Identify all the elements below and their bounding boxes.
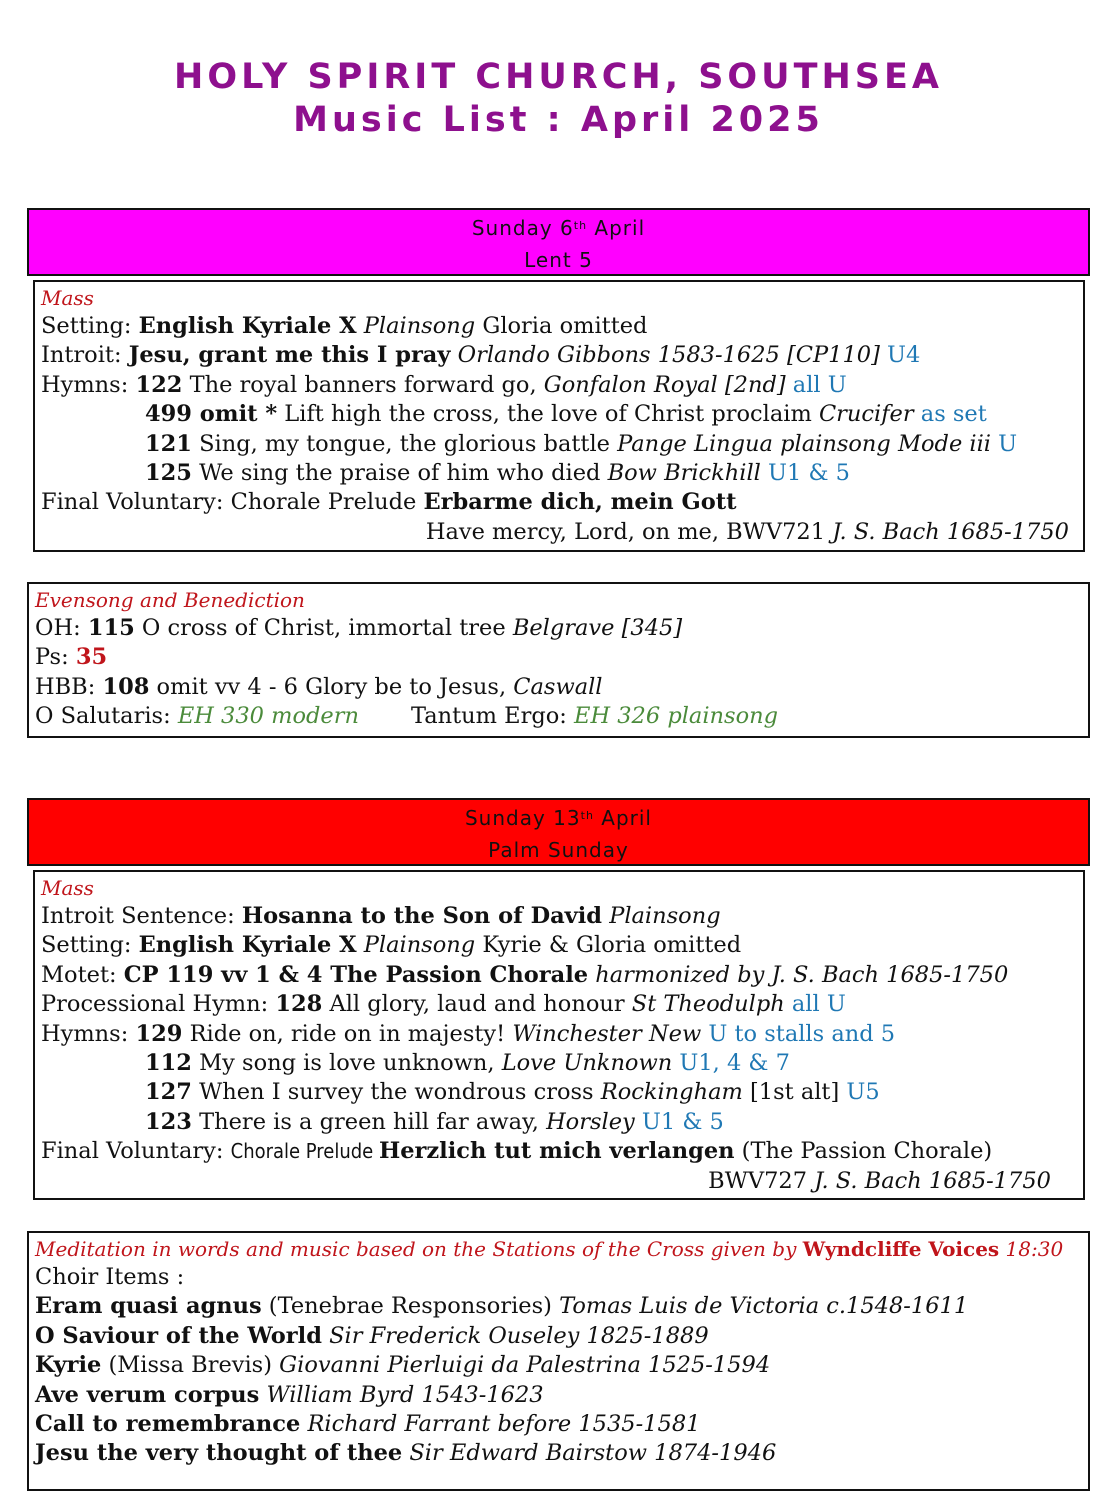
band-occasion: Lent 5 <box>524 248 593 272</box>
choir-item: Call to remembrance Richard Farrant before 1535-1581 <box>35 1411 701 1438</box>
hymn-line: 499 omit * Lift high the cross, the love of Christ proclaim Crucifer as set <box>145 401 987 428</box>
choir-item: O Saviour of the World Sir Frederick Ouseley 1825-1889 <box>35 1322 709 1349</box>
choir-item: Eram quasi agnus (Tenebrae Responsories) Tomas Luis de Victoria c.1548-1611 <box>35 1293 969 1320</box>
office-hymn-line: OH: 115 O cross of Christ, immortal tree Belgrave [345] <box>35 615 683 641</box>
choir-item: Kyrie (Missa Brevis) Giovanni Pierluigi da Palestrina 1525-1594 <box>35 1352 771 1379</box>
hbb-line: HBB: 108 omit vv 4 - 6 Glory be to Jesus, Caswall <box>35 673 603 700</box>
processional-line: Processional Hymn: 128 All glory, laud and honour St Theodulph all U <box>41 991 846 1018</box>
hymn-line: 123 There is a green hill far away, Horsley U1 & 5 <box>145 1108 724 1135</box>
sunday-13-april-band <box>27 798 1090 866</box>
church-title: HOLY SPIRIT CHURCH, SOUTHSEA <box>174 57 943 97</box>
band-date: Sunday 13th April <box>464 806 652 830</box>
choir-item: Ave verum corpus William Byrd 1543-1623 <box>35 1381 544 1408</box>
hymn-line: Hymns: 122 The royal banners forward go, Gonfalon Royal [2nd] all U <box>41 371 847 398</box>
hymn-line: Hymns: 129 Ride on, ride on in majesty! Winchester New U to stalls and 5 <box>41 1020 896 1047</box>
introit-line: Introit Sentence: Hosanna to the Son of David Plainsong <box>41 903 721 929</box>
evensong-box <box>27 582 1090 738</box>
final-voluntary-detail: Have mercy, Lord, on me, BWV721 J. S. Bach 1685-1750 <box>425 518 1069 545</box>
section-heading-mass: Mass <box>41 286 94 310</box>
band-date: Sunday 6th April <box>471 216 646 240</box>
benediction-line: O Salutaris: EH 330 modern Tantum Ergo: EH 326 plainsong <box>35 703 779 730</box>
final-voluntary-line: Final Voluntary: Chorale Prelude Erbarme dich, mein Gott <box>41 489 737 516</box>
motet-line: Motet: CP 119 vv 1 & 4 The Passion Chorale harmonized by J. S. Bach 1685-1750 <box>41 961 1009 988</box>
final-voluntary-line: Final Voluntary: Chorale Prelude Herzlich tut mich verlangen (The Passion Chorale) <box>41 1138 993 1165</box>
setting-line: Setting: English Kyriale X Plainsong Gloria omitted <box>41 313 648 339</box>
music-list-title: Music List : April 2025 <box>293 100 824 140</box>
choir-item: Jesu the very thought of thee Sir Edward Bairstow 1874-1946 <box>35 1440 777 1467</box>
hymn-line: 125 We sing the praise of him who died Bow Brickhill U1 & 5 <box>145 460 850 487</box>
introit-line: Introit: Jesu, grant me this I pray Orlando Gibbons 1583-1625 [CP110] U4 <box>41 342 921 369</box>
setting-line: Setting: English Kyriale X Plainsong Kyrie & Gloria omitted <box>41 932 742 959</box>
mass-box-lent5 <box>33 280 1085 552</box>
choir-items-label: Choir Items : <box>35 1264 185 1290</box>
band-occasion: Palm Sunday <box>488 838 629 862</box>
section-heading-mass: Mass <box>41 876 94 900</box>
section-heading-evensong: Evensong and Benediction <box>35 588 305 612</box>
section-heading-meditation: Meditation in words and music based on the Stations of the Cross given by Wyndcliffe Voices 18:30 <box>35 1237 1064 1261</box>
meditation-box <box>27 1231 1090 1491</box>
final-voluntary-detail: BWV727 J. S. Bach 1685-1750 <box>708 1167 1051 1194</box>
mass-box-palm-sunday <box>33 870 1085 1200</box>
hymn-line: 121 Sing, my tongue, the glorious battle Pange Lingua plainsong Mode iii U <box>145 430 1018 457</box>
sunday-6-april-band <box>27 208 1090 276</box>
hymn-line: 127 When I survey the wondrous cross Rockingham [1st alt] U5 <box>145 1079 880 1106</box>
hymn-line: 112 My song is love unknown, Love Unknown U1, 4 & 7 <box>145 1050 790 1077</box>
psalm-line: Ps: 35 <box>35 644 108 671</box>
